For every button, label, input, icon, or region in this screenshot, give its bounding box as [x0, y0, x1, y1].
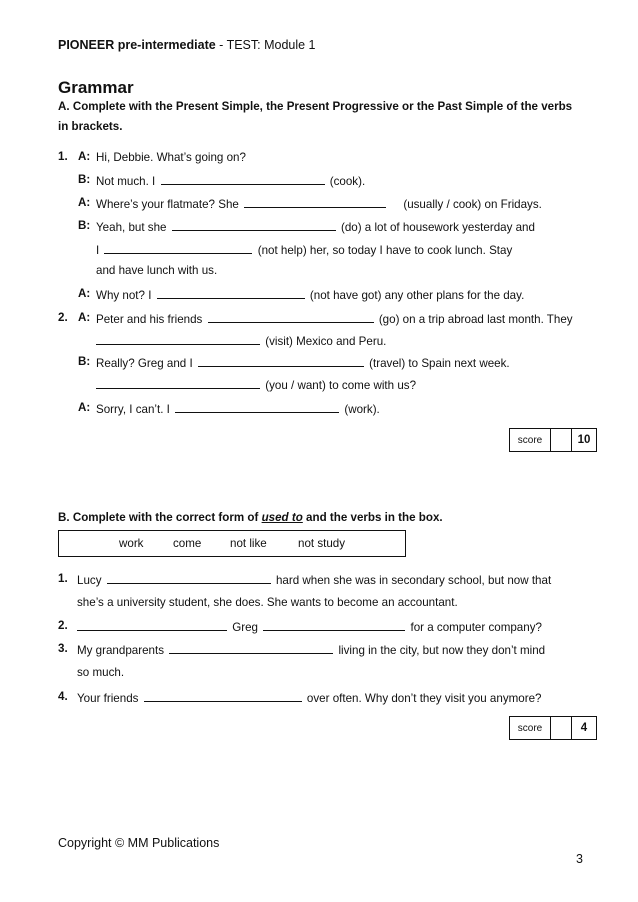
word-box-item: work [119, 537, 144, 550]
instruction-text: and the verbs in the box. [306, 511, 443, 524]
score-label: score [510, 429, 551, 451]
item-number: 4. [58, 690, 68, 703]
item-number: 2. [58, 619, 68, 632]
line-text: Sorry, I can’t. I [96, 403, 170, 416]
dialogue-line [96, 174, 365, 188]
speaker-label: A: [78, 401, 91, 414]
word-box-item: come [173, 537, 202, 550]
item-text: living in the city, but now they don’t mind [338, 644, 546, 657]
answer-blank[interactable] [208, 312, 374, 323]
item-line: she’s a university student, she does. She wants to become an accountant. [77, 596, 458, 609]
line-text: (work). [344, 403, 380, 416]
score-box-a [509, 428, 597, 452]
answer-blank[interactable] [198, 356, 364, 367]
answer-blank[interactable] [169, 643, 333, 654]
item-text: hard when she was in secondary school, but now that [275, 574, 552, 587]
word-box-item: not like [230, 537, 267, 550]
line-text: I [96, 244, 100, 257]
line-text: (not help) her, so today I have to cook lunch. Stay [257, 244, 513, 257]
part-b-instruction [58, 508, 443, 528]
item-line [77, 573, 551, 587]
answer-blank[interactable] [77, 620, 227, 631]
line-text: Really? Greg and I [96, 357, 193, 370]
dialogue-line [96, 402, 380, 416]
dialogue-line: Hi, Debbie. What’s going on? [96, 151, 246, 164]
item-number: 3. [58, 642, 68, 655]
answer-blank[interactable] [172, 220, 336, 231]
header-title-rest: - TEST: Module 1 [215, 38, 316, 52]
section-title: Grammar [58, 78, 134, 97]
line-text: (visit) Mexico and Peru. [265, 335, 387, 348]
speaker-label: B: [78, 219, 91, 232]
answer-blank[interactable] [96, 334, 260, 345]
line-text: Yeah, but she [96, 221, 167, 234]
item-text: Lucy [77, 574, 102, 587]
speaker-label: A: [78, 311, 91, 324]
item-text: for a computer company? [410, 621, 542, 634]
line-text: Not much. I [96, 175, 156, 188]
answer-blank[interactable] [161, 174, 325, 185]
item-number: 1. [58, 572, 68, 585]
line-text: (go) on a trip abroad last month. They [378, 313, 573, 326]
dialogue-line [96, 356, 510, 370]
line-text: (usually / cook) on Fridays. [403, 198, 542, 211]
answer-blank[interactable] [144, 691, 302, 702]
speaker-label: B: [78, 173, 91, 186]
dialogue-line [96, 243, 512, 257]
line-text: (travel) to Spain next week. [369, 357, 510, 370]
item-text: Greg [232, 621, 259, 634]
copyright-text: Copyright © MM Publications [58, 836, 220, 850]
dialogue-line: and have lunch with us. [96, 264, 218, 277]
item-line [77, 620, 542, 634]
answer-blank[interactable] [244, 197, 386, 208]
line-text: (not have got) any other plans for the day. [309, 289, 525, 302]
word-box [58, 530, 406, 557]
answer-blank[interactable] [157, 288, 305, 299]
speaker-label: B: [78, 355, 91, 368]
answer-blank[interactable] [96, 378, 260, 389]
page-number: 3 [576, 852, 583, 866]
instruction-text: B. Complete with the correct form of [58, 511, 259, 524]
answer-blank[interactable] [107, 573, 271, 584]
speaker-label: A: [78, 196, 91, 209]
line-text: Where’s your flatmate? She [96, 198, 239, 211]
item-text: My grandparents [77, 644, 164, 657]
line-text: Why not? I [96, 289, 152, 302]
score-box-b [509, 716, 597, 740]
line-text: Peter and his friends [96, 313, 203, 326]
speaker-label: A: [78, 150, 91, 163]
header-title-bold: PIONEER pre-intermediate [58, 38, 216, 52]
item-line [77, 643, 545, 657]
dialogue-line [96, 220, 535, 234]
question-number: 1. [58, 150, 68, 163]
dialogue-line [96, 378, 416, 392]
dialogue-line [96, 197, 542, 211]
item-text: Your friends [77, 692, 139, 705]
word-box-item: not study [298, 537, 346, 550]
score-entry-cell[interactable] [551, 429, 572, 451]
line-text: (do) a lot of housework yesterday and [340, 221, 535, 234]
dialogue-line [96, 288, 524, 302]
score-total: 10 [577, 434, 591, 446]
answer-blank[interactable] [175, 402, 339, 413]
question-number: 2. [58, 311, 68, 324]
line-text: (cook). [329, 175, 366, 188]
dialogue-line [96, 312, 573, 326]
answer-blank[interactable] [263, 620, 405, 631]
line-text: (you / want) to come with us? [265, 379, 417, 392]
score-label: score [510, 717, 551, 739]
score-entry-cell[interactable] [551, 717, 572, 739]
score-total: 4 [580, 722, 588, 734]
dialogue-line [96, 334, 386, 348]
item-line: so much. [77, 666, 125, 679]
speaker-label: A: [78, 287, 91, 300]
item-text: over often. Why don’t they visit you anymore? [306, 692, 542, 705]
item-line [77, 691, 542, 705]
part-a-instruction: A. Complete with the Present Simple, the Present Progressive or the Past Simple of the verbs in brackets. [58, 100, 573, 133]
page-header [58, 38, 316, 52]
answer-blank[interactable] [104, 243, 252, 254]
instruction-emphasis: used to [261, 511, 303, 524]
